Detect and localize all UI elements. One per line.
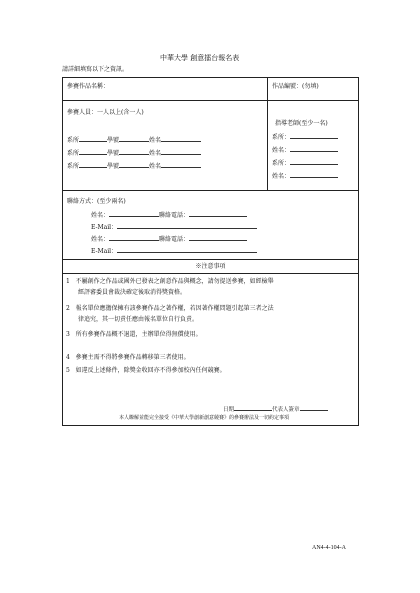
note-item-3: [66, 331, 202, 339]
note-text: 參賽主需不得將參賽作品轉移第三者使用。: [75, 354, 190, 361]
contact-email-field[interactable]: [117, 222, 257, 229]
member-id-field[interactable]: [119, 161, 149, 168]
note-text: 所有參賽作品概不退還，主辦單位得無償使用。: [75, 331, 202, 338]
advisor-dept-field[interactable]: [290, 132, 338, 139]
note-item-1: [66, 278, 274, 297]
member-dept-label: 系所: [67, 163, 80, 170]
member-dept-field[interactable]: [79, 148, 107, 155]
member-name-field[interactable]: [161, 161, 201, 168]
notes-heading-bar: [63, 260, 358, 274]
member-name-label: 姓名: [149, 163, 162, 170]
agreement-statement: 本人瞭解並能完全接受《中華大學創新創意競賽》的參賽辦法及一切約定事項: [119, 415, 290, 421]
note-text: 如違反上述條件，除獎金收回亦不得參加校內任何競賽。: [75, 367, 226, 374]
advisor-dept-field[interactable]: [290, 158, 338, 165]
note-text: 不屬創作之作品或國外已發表之創意作品與概念，請勿提送參賽，如經檢舉: [75, 278, 274, 285]
notes-heading: ※注意事項: [195, 263, 226, 270]
note-text: 報名單位應擔保擁有該參賽作品之著作權，若因著作權問題引起第三者之法: [75, 305, 274, 312]
form-instruction: 請詳細填寫以下之資訊。: [62, 66, 129, 73]
advisor-line-3: [272, 158, 338, 168]
member-dept-field[interactable]: [79, 135, 107, 142]
member-name-field[interactable]: [161, 135, 201, 142]
advisor-dept-label: 系所：: [272, 160, 291, 167]
rep-sign-label: 代表人簽章: [272, 407, 300, 413]
note-number: 4: [66, 354, 70, 361]
form-title: 中華大學 創意擂台報名表: [160, 54, 240, 62]
member-id-label: 學號: [107, 163, 120, 170]
advisor-line-1: [272, 132, 338, 142]
member-line-3: [67, 161, 201, 171]
contact-1-line: [91, 210, 247, 220]
contact-phone-field[interactable]: [189, 210, 247, 217]
note-number: 1: [66, 278, 70, 285]
contact-2-line: [91, 234, 247, 244]
contact-name-label: 姓名：: [91, 212, 110, 219]
contact-2-email-line: [91, 246, 257, 256]
contact-email-label: E-Mail：: [91, 224, 118, 231]
work-info-row: [62, 77, 359, 101]
contact-label: 聯絡方式：(至少兩名): [67, 198, 126, 205]
date-field[interactable]: [234, 404, 272, 411]
row1-divider: [267, 78, 268, 100]
contact-email-field[interactable]: [117, 246, 257, 253]
note-text: 經評審委員會裁決確定後取消得獎資格。: [78, 289, 187, 296]
contact-phone-field[interactable]: [189, 234, 247, 241]
members-label: 參賽人員：一人以上(含一人): [67, 109, 144, 116]
contact-name-label: 姓名：: [91, 236, 110, 243]
contact-name-field[interactable]: [109, 234, 159, 241]
note-number: 3: [66, 331, 70, 338]
member-id-field[interactable]: [119, 135, 149, 142]
advisor-name-label: 姓名：: [272, 147, 291, 154]
advisor-name-field[interactable]: [290, 145, 338, 152]
member-id-label: 學號: [107, 137, 120, 144]
member-name-label: 姓名: [149, 150, 162, 157]
signature-line: [223, 404, 328, 414]
contact-phone-label: 聯絡電話：: [159, 212, 190, 219]
contact-name-field[interactable]: [109, 210, 159, 217]
form-code: AN4-4-104-A: [312, 545, 346, 551]
advisor-dept-label: 系所：: [272, 134, 291, 141]
contact-1-email-line: [91, 222, 257, 232]
contact-row: [62, 190, 359, 260]
note-item-2: [66, 305, 274, 324]
member-id-field[interactable]: [119, 148, 149, 155]
work-name-label: 參賽作品名稱：: [67, 83, 110, 90]
work-number-label: 作品編號：(勿填): [272, 83, 319, 90]
notes-section: [62, 259, 359, 426]
row2-divider: [267, 101, 268, 190]
advisor-line-2: [272, 145, 338, 155]
member-name-field[interactable]: [161, 148, 201, 155]
advisor-line-4: [272, 171, 338, 181]
rep-sign-field[interactable]: [300, 404, 328, 411]
advisor-name-field[interactable]: [290, 171, 338, 178]
member-dept-label: 系所: [67, 137, 80, 144]
member-dept-label: 系所: [67, 150, 80, 157]
advisor-label: 指導老師(至少一名): [275, 120, 328, 127]
member-dept-field[interactable]: [79, 161, 107, 168]
note-item-4: [66, 354, 190, 362]
member-name-label: 姓名: [149, 137, 162, 144]
contact-phone-label: 聯絡電話：: [159, 236, 190, 243]
note-item-5: [66, 367, 226, 375]
member-line-2: [67, 148, 201, 158]
advisor-name-label: 姓名：: [272, 173, 291, 180]
date-label: 日期: [223, 407, 235, 413]
note-text: 律追究，其一切責任應由報名單位自行負責。: [78, 316, 199, 323]
member-line-1: [67, 135, 201, 145]
members-row: [62, 100, 359, 191]
member-id-label: 學號: [107, 150, 120, 157]
note-number: 5: [66, 367, 70, 374]
contact-email-label: E-Mail：: [91, 248, 118, 255]
note-number: 2: [66, 305, 70, 312]
